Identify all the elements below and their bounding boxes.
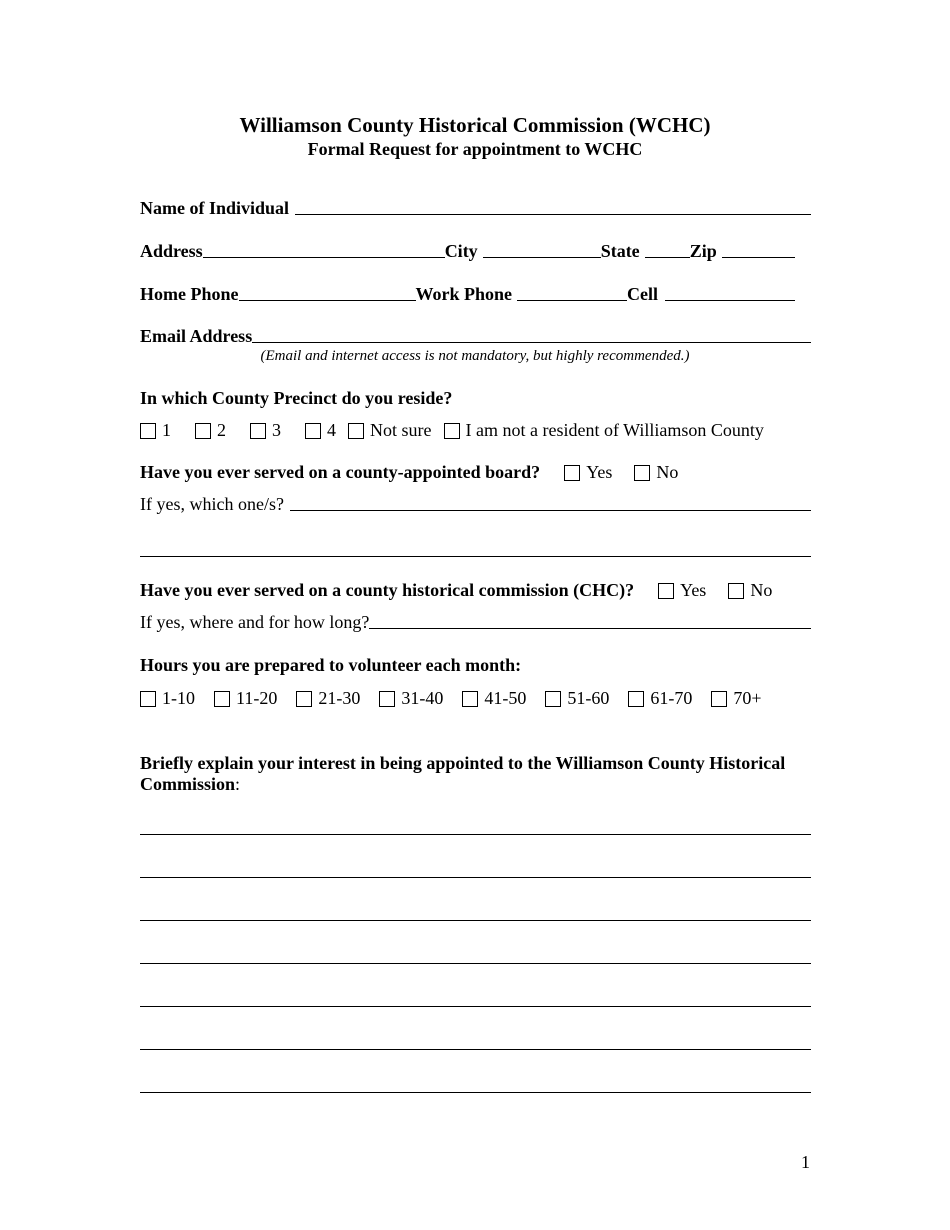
cell-field[interactable] (665, 300, 795, 301)
checkbox[interactable] (140, 423, 156, 439)
interest-line[interactable] (140, 834, 811, 835)
precinct-option-2[interactable] (195, 420, 226, 441)
work-phone-field[interactable] (517, 300, 627, 301)
option-label: 3 (272, 420, 281, 440)
address-field[interactable] (203, 257, 445, 258)
page-number: 1 (801, 1152, 810, 1172)
chc-question-row (140, 580, 772, 601)
zip-label: Zip (689, 241, 717, 261)
hours-question-row (140, 655, 811, 676)
checkbox[interactable] (305, 423, 321, 439)
checkbox[interactable] (195, 423, 211, 439)
precinct-option-4[interactable] (305, 420, 336, 441)
interest-line[interactable] (140, 1006, 811, 1007)
checkbox[interactable] (628, 691, 644, 707)
board-followup-field[interactable] (290, 510, 811, 511)
precinct-option-not-sure[interactable] (348, 420, 432, 441)
chc-question: Have you ever served on a county historical commission (CHC)? (140, 580, 635, 600)
option-label: I am not a resident of Williamson County (465, 420, 764, 440)
option-label: Yes (586, 462, 613, 482)
board-question-row (140, 462, 678, 483)
option-label: 31-40 (401, 688, 444, 708)
cell-label: Cell (627, 284, 659, 304)
board-followup-row (140, 494, 811, 515)
hours-option-41-50[interactable] (462, 688, 526, 709)
name-field[interactable] (295, 214, 811, 215)
city-label: City (444, 241, 478, 261)
city-field[interactable] (483, 257, 601, 258)
board-question: Have you ever served on a county-appointed board? (140, 462, 541, 482)
chc-followup-row (140, 612, 811, 633)
option-label: Not sure (370, 420, 432, 440)
email-label: Email Address (140, 326, 253, 346)
address-row (140, 241, 811, 262)
name-label: Name of Individual (140, 198, 290, 218)
state-label: State (600, 241, 640, 261)
interest-line[interactable] (140, 1049, 811, 1050)
checkbox[interactable] (728, 583, 744, 599)
chc-followup-label: If yes, where and for how long? (140, 612, 370, 632)
option-label: 70+ (733, 688, 762, 708)
checkbox[interactable] (545, 691, 561, 707)
board-no-option[interactable] (634, 462, 678, 483)
checkbox[interactable] (140, 691, 156, 707)
option-label: Yes (680, 580, 707, 600)
page-title: Williamson County Historical Commission (WCHC) (239, 113, 711, 137)
precinct-question: In which County Precinct do you reside? (140, 388, 453, 408)
interest-line[interactable] (140, 877, 811, 878)
board-yes-option[interactable] (564, 462, 612, 483)
interest-question-text: Briefly explain your interest in being appointed to the Williamson County Historical Commission (140, 753, 786, 794)
hours-option-61-70[interactable] (628, 688, 692, 709)
precinct-option-1[interactable] (140, 420, 171, 441)
interest-question (140, 753, 811, 795)
option-label: 51-60 (567, 688, 610, 708)
board-followup-line[interactable] (140, 556, 811, 557)
hours-option-21-30[interactable] (296, 688, 360, 709)
chc-followup-field[interactable] (369, 628, 811, 629)
hours-option-70-plus[interactable] (711, 688, 761, 709)
checkbox[interactable] (564, 465, 580, 481)
precinct-option-3[interactable] (250, 420, 281, 441)
option-label: 61-70 (650, 688, 693, 708)
home-phone-field[interactable] (239, 300, 416, 301)
checkbox[interactable] (214, 691, 230, 707)
header (0, 112, 950, 160)
option-label: 41-50 (484, 688, 527, 708)
option-label: No (656, 462, 679, 482)
checkbox[interactable] (348, 423, 364, 439)
work-phone-label: Work Phone (415, 284, 513, 304)
hours-option-11-20[interactable] (214, 688, 277, 709)
interest-line[interactable] (140, 1092, 811, 1093)
checkbox[interactable] (462, 691, 478, 707)
board-followup-label: If yes, which one/s? (140, 494, 284, 514)
page-subtitle: Formal Request for appointment to WCHC (307, 139, 643, 159)
precinct-option-non-resident[interactable] (444, 420, 764, 441)
name-row (140, 198, 811, 219)
option-label: 11-20 (236, 688, 278, 708)
precinct-question-row (140, 388, 811, 409)
precinct-options (140, 420, 764, 441)
checkbox[interactable] (379, 691, 395, 707)
option-label: No (750, 580, 773, 600)
checkbox[interactable] (250, 423, 266, 439)
hours-question: Hours you are prepared to volunteer each month: (140, 655, 522, 675)
hours-option-51-60[interactable] (545, 688, 609, 709)
address-label: Address (140, 241, 203, 261)
checkbox[interactable] (296, 691, 312, 707)
hours-option-1-10[interactable] (140, 688, 195, 709)
interest-line[interactable] (140, 963, 811, 964)
option-label: 2 (217, 420, 226, 440)
option-label: 1 (162, 420, 171, 440)
checkbox[interactable] (444, 423, 460, 439)
checkbox[interactable] (634, 465, 650, 481)
option-label: 4 (327, 420, 336, 440)
email-field[interactable] (252, 342, 811, 343)
email-row (140, 326, 811, 347)
chc-yes-option[interactable] (658, 580, 706, 601)
state-field[interactable] (645, 257, 690, 258)
option-label: 21-30 (318, 688, 361, 708)
interest-line[interactable] (140, 920, 811, 921)
interest-question-suffix: : (235, 774, 241, 794)
home-phone-label: Home Phone (140, 284, 239, 304)
hours-option-31-40[interactable] (379, 688, 443, 709)
zip-field[interactable] (722, 257, 795, 258)
chc-no-option[interactable] (728, 580, 772, 601)
email-note: (Email and internet access is not mandatory, but highly recommended.) (260, 348, 690, 364)
phone-row (140, 284, 811, 305)
hours-options (140, 688, 761, 709)
option-label: 1-10 (162, 688, 195, 708)
checkbox[interactable] (658, 583, 674, 599)
checkbox[interactable] (711, 691, 727, 707)
